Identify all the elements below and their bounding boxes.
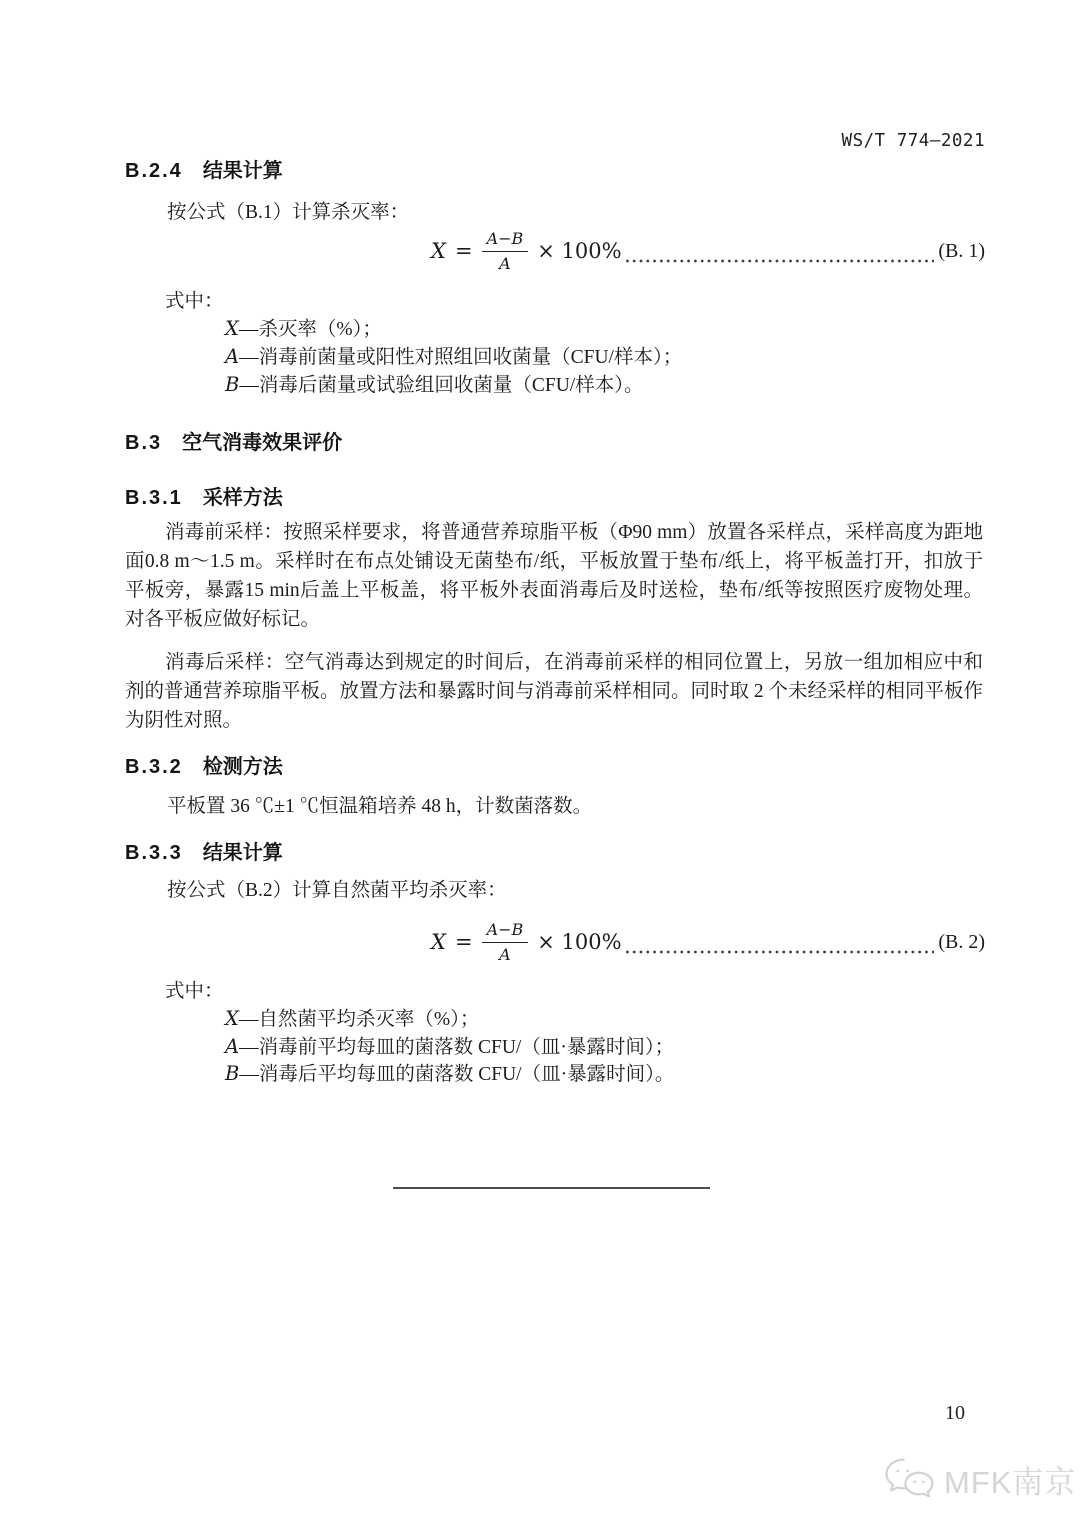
fraction bbox=[482, 228, 529, 273]
definition-text: —杀灭率（%）； bbox=[238, 319, 382, 340]
definition-variable: X bbox=[225, 317, 239, 340]
definition-variable: B bbox=[225, 1062, 240, 1085]
definition-text: —自然菌平均杀灭率（%）； bbox=[238, 1009, 480, 1030]
heading-title: 检测方法 bbox=[202, 756, 283, 778]
definition-row bbox=[225, 1003, 479, 1031]
equals-sign: = bbox=[454, 930, 473, 954]
paragraph-detection-method: 平板置 36 ℃±1 ℃恒温箱培养 48 h，计数菌落数。 bbox=[167, 796, 593, 817]
heading-number: B.3.3 bbox=[125, 842, 183, 864]
formula-b1 bbox=[125, 223, 985, 279]
formula-multiplier: × 100% bbox=[537, 930, 622, 954]
formula-multiplier: × 100% bbox=[537, 239, 622, 263]
equals-sign: = bbox=[454, 239, 473, 263]
paragraph-sampling-before: 消毒前采样：按照采样要求，将普通营养琼脂平板（Φ90 mm）放置各采样点，采样高度为距地面0.8 m～1.5 m。采样时在布点处铺设无菌垫布/纸，平板放置于垫布/纸上，将平板盖打开，扣放于平板旁，暴露15 min后盖上平板盖，将平板外表面消毒后及时送检，垫布/纸等按照医疗废物处理。对各平板应做好标记。 bbox=[125, 522, 983, 630]
where-label: 式中： bbox=[165, 981, 224, 1002]
formula-intro-b2: 按公式（B.2）计算自然菌平均杀灭率： bbox=[167, 880, 507, 901]
heading-title: 结果计算 bbox=[202, 160, 283, 182]
formula-intro-b1: 按公式（B.1）计算杀灭率： bbox=[167, 202, 410, 223]
definition-row bbox=[225, 1058, 674, 1086]
heading-number: B.3.2 bbox=[125, 756, 183, 778]
end-of-text-rule bbox=[393, 1187, 710, 1189]
formula-number: (B. 2) bbox=[938, 930, 985, 953]
heading-number: B.3 bbox=[125, 432, 163, 454]
fraction-numerator: A−B bbox=[482, 231, 529, 252]
definition-text: —消毒前平均每皿的菌落数 CFU/（皿·暴露时间）； bbox=[239, 1037, 675, 1058]
wechat-logo-icon bbox=[882, 1456, 936, 1503]
definition-variable: B bbox=[225, 373, 240, 396]
definition-row bbox=[225, 1031, 674, 1059]
section-heading-b3-1 bbox=[125, 481, 283, 510]
page-number: 10 bbox=[945, 1402, 965, 1424]
paragraph-sampling-after: 消毒后采样：空气消毒达到规定的时间后，在消毒前采样的相同位置上，另放一组加相应中和剂的普通营养琼脂平板。放置方法和暴露时间与消毒前采样相同。同时取 2 个未经采样的相同平板作为阴性对照。 bbox=[125, 652, 984, 731]
formula-number: (B. 1) bbox=[938, 239, 985, 262]
section-heading-b3 bbox=[125, 426, 342, 455]
definition-variable: A bbox=[225, 345, 240, 368]
definition-row bbox=[225, 369, 643, 397]
fraction-denominator: A bbox=[499, 253, 511, 273]
heading-title: 空气消毒效果评价 bbox=[182, 432, 343, 454]
dot-leader bbox=[624, 950, 935, 954]
formula-lhs: X bbox=[431, 930, 446, 954]
definition-text: —消毒前菌量或阳性对照组回收菌量（CFU/样本）； bbox=[239, 347, 683, 368]
heading-title: 采样方法 bbox=[202, 487, 283, 509]
heading-title: 结果计算 bbox=[202, 842, 283, 864]
definition-variable: A bbox=[225, 1035, 240, 1058]
heading-number: B.3.1 bbox=[125, 487, 183, 509]
heading-number: B.2.4 bbox=[125, 160, 183, 182]
fraction-denominator: A bbox=[499, 944, 511, 964]
watermark-text: MFK南京 bbox=[944, 1465, 1077, 1500]
definition-row bbox=[225, 341, 682, 369]
section-heading-b2-4 bbox=[125, 154, 283, 183]
formula-math bbox=[431, 228, 622, 273]
formula-math bbox=[431, 919, 622, 964]
definition-row bbox=[225, 313, 382, 341]
watermark bbox=[882, 1456, 1076, 1503]
formula-lhs: X bbox=[431, 239, 446, 263]
definition-variable: X bbox=[225, 1007, 239, 1030]
fraction-numerator: A−B bbox=[482, 922, 529, 943]
where-label: 式中： bbox=[165, 291, 224, 312]
dot-leader bbox=[624, 259, 935, 263]
fraction bbox=[482, 919, 529, 964]
standard-code: WS/T 774—2021 bbox=[841, 131, 985, 151]
formula-b2 bbox=[125, 914, 985, 970]
definition-text: —消毒后平均每皿的菌落数 CFU/（皿·暴露时间）。 bbox=[239, 1064, 675, 1085]
section-heading-b3-2 bbox=[125, 750, 283, 779]
definition-text: —消毒后菌量或试验组回收菌量（CFU/样本）。 bbox=[239, 375, 644, 396]
section-heading-b3-3 bbox=[125, 836, 283, 865]
